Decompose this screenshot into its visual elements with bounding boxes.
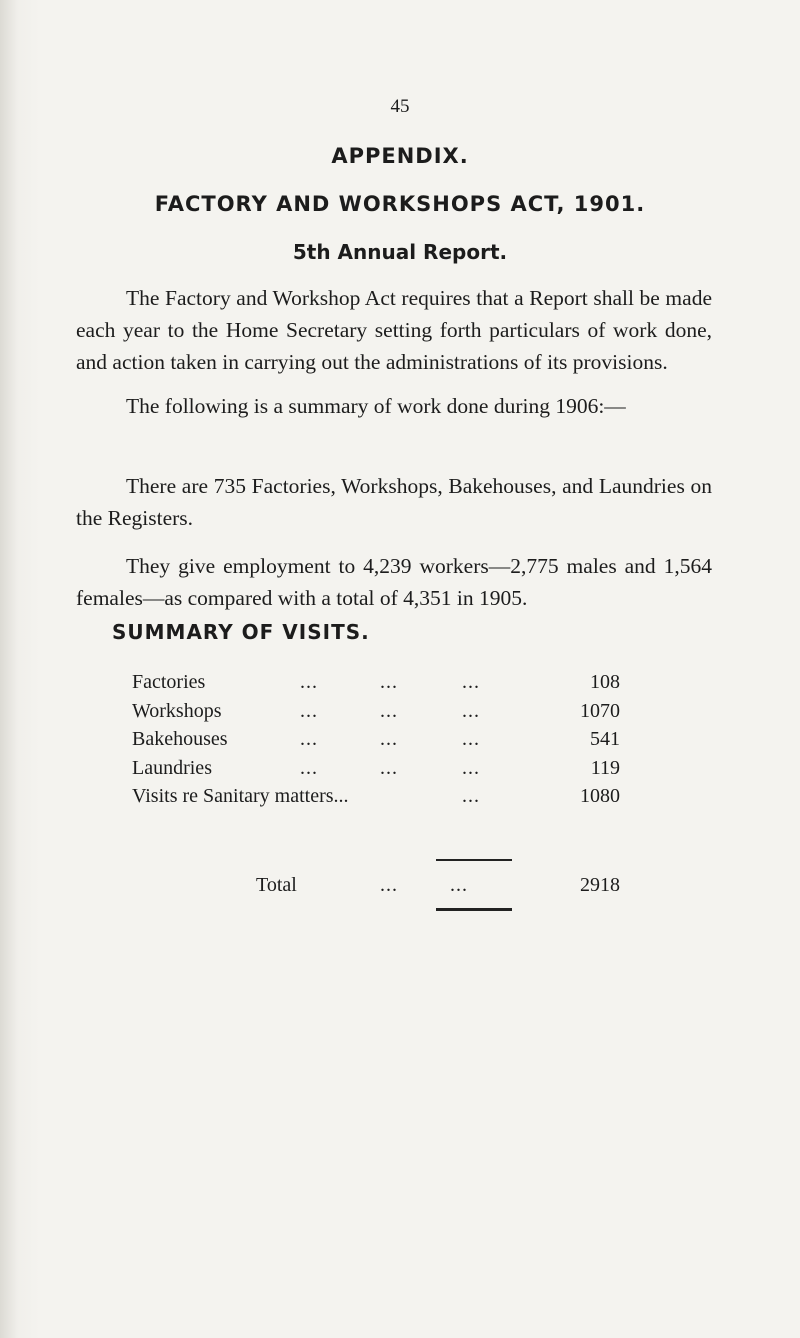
leader-dots: ... bbox=[380, 699, 398, 722]
table-row bbox=[132, 697, 642, 726]
leader-dots: ... bbox=[300, 756, 318, 779]
row-value: 119 bbox=[590, 756, 620, 779]
row-label: Workshops bbox=[132, 699, 222, 722]
leader-dots: ... bbox=[462, 728, 480, 750]
leader-dots: ... bbox=[380, 728, 398, 750]
total-rule-bottom bbox=[436, 908, 512, 911]
paragraph-employment: They give employment to 4,239 workers—2,775 males and 1,564 females—as compared with a total of 4,351 in 1905. bbox=[76, 554, 712, 610]
paragraph-requirement: The Factory and Workshop Act requires that a Report shall be made each year to the Home Secretary setting forth particulars of work done, and action taken in carrying out the administrations of its provisions. bbox=[76, 286, 712, 374]
table-row bbox=[132, 725, 642, 754]
leader-dots: ... bbox=[300, 699, 318, 722]
total-value: 2918 bbox=[580, 874, 620, 896]
leader-dots: ... bbox=[462, 671, 480, 693]
leader-dots: ... bbox=[462, 785, 480, 807]
summary-heading: SUMMARY OF VISITS. bbox=[112, 620, 370, 644]
row-value: 108 bbox=[590, 671, 620, 693]
leader-dots: ... bbox=[462, 756, 480, 779]
leader-dots: ... bbox=[462, 699, 480, 722]
row-label: Factories bbox=[132, 671, 206, 693]
summary-table bbox=[132, 668, 642, 811]
act-title: FACTORY AND WORKSHOPS ACT, 1901. bbox=[154, 192, 646, 216]
leader-dots: ... bbox=[380, 756, 398, 779]
paragraph-summary-intro: The following is a summary of work done during 1906:— bbox=[126, 394, 626, 418]
row-value: 1070 bbox=[580, 699, 620, 722]
leader-dots: ... bbox=[450, 874, 468, 896]
table-row bbox=[132, 668, 642, 697]
row-value: 1080 bbox=[580, 785, 620, 807]
table-row bbox=[132, 782, 642, 811]
total-rule-top bbox=[436, 859, 512, 861]
appendix-title: APPENDIX. bbox=[331, 144, 469, 168]
table-row bbox=[132, 754, 642, 783]
report-title: 5th Annual Report. bbox=[292, 240, 508, 264]
leader-dots: ... bbox=[380, 671, 398, 693]
leader-dots: ... bbox=[300, 671, 318, 693]
total-label: Total bbox=[256, 874, 297, 896]
row-label: Visits re Sanitary matters... bbox=[132, 785, 349, 807]
total-row bbox=[132, 870, 642, 900]
row-value: 541 bbox=[590, 728, 620, 750]
paragraph-registers: There are 735 Factories, Workshops, Bakehouses, and Laundries on the Registers. bbox=[76, 474, 712, 530]
page-number: 45 bbox=[390, 96, 410, 117]
leader-dots: ... bbox=[380, 874, 398, 896]
row-label: Bakehouses bbox=[132, 728, 228, 750]
row-label: Laundries bbox=[132, 756, 212, 779]
leader-dots: ... bbox=[300, 728, 318, 750]
